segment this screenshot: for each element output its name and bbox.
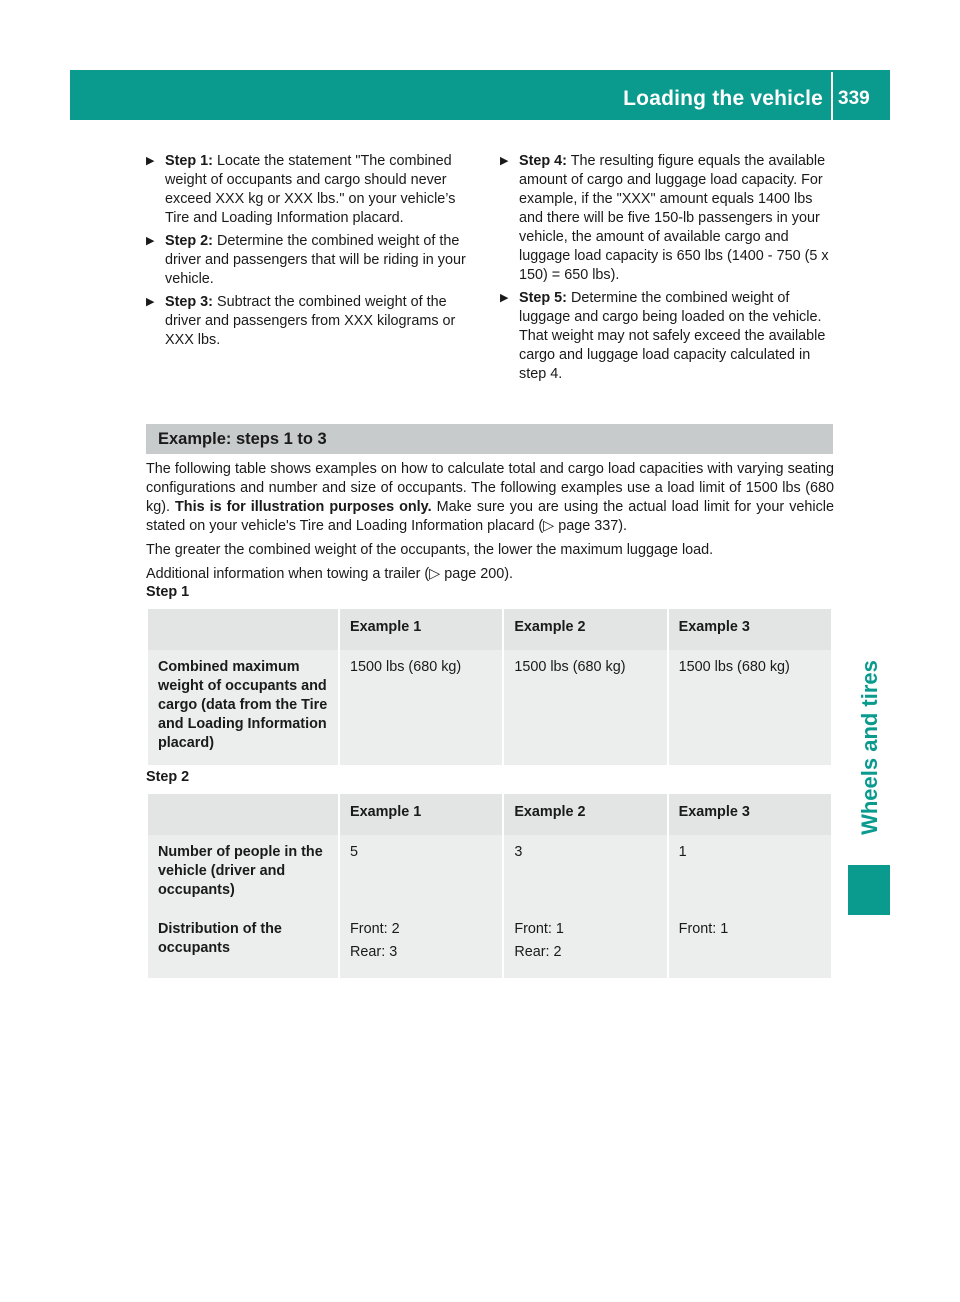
table-header-cell: Example 2 (504, 794, 666, 835)
page-title: Loading the vehicle (623, 87, 823, 110)
table-header-cell: Example 3 (669, 794, 831, 835)
page-reference-link[interactable]: page 200). (440, 566, 514, 582)
step1-table (146, 609, 833, 765)
step-item (500, 289, 835, 384)
step-arrow-icon: ▶ (500, 155, 509, 167)
chapter-side-tab-label: Wheels and tires (856, 660, 882, 835)
table-header-cell: Example 2 (504, 609, 666, 650)
table-header-cell (148, 794, 338, 835)
intro-text-run: Additional information when towing a trailer ( (146, 566, 430, 582)
table-cell: 1500 lbs (680 kg) (504, 650, 666, 765)
table-row-header: Distribution of the occupants (148, 912, 338, 978)
step-label: Step 3: (165, 294, 213, 310)
cell-line: Front: 1 (514, 921, 564, 937)
steps-left-column (146, 152, 481, 354)
steps-right-column (500, 152, 835, 388)
intro-text-run: Make sure you are using the actual load limit for your vehicle stated on your vehicle's Tire and Loading Information placard ( (146, 499, 834, 534)
header-divider (831, 72, 833, 120)
table-row (148, 650, 831, 765)
table-header-cell: Example 1 (340, 794, 502, 835)
step-label: Step 5: (519, 290, 567, 306)
intro-emphasis: This is for illustration purposes only. (175, 499, 432, 515)
section-heading: Example: steps 1 to 3 (158, 430, 327, 448)
page-ref-arrow-icon: ▷ (429, 566, 441, 582)
step-item (146, 232, 481, 289)
table-cell (340, 912, 502, 978)
page-reference-link[interactable]: page 337). (554, 518, 628, 534)
step-arrow-icon: ▶ (146, 155, 155, 167)
table-header-cell (148, 609, 338, 650)
intro-paragraph (146, 565, 834, 584)
chapter-side-marker (848, 865, 890, 915)
intro-paragraph: The greater the combined weight of the occupants, the lower the maximum luggage load. (146, 542, 714, 558)
cell-line: Front: 1 (678, 921, 729, 937)
table-cell: 1 (669, 835, 831, 912)
table-row-header: Number of people in the vehicle (driver and occupants) (148, 835, 338, 912)
table-cell (504, 912, 666, 978)
cell-line: Rear: 3 (350, 944, 398, 960)
intro-text-run: The following table shows examples on how to calculate total and cargo load capacities with varying seating configurations and number and size of occupants. The following examples use a load limit of 1500 lbs (680 kg). (146, 461, 834, 515)
cell-line: Rear: 2 (514, 944, 562, 960)
table-cell: 1500 lbs (680 kg) (669, 650, 831, 765)
table-header-cell: Example 3 (669, 609, 831, 650)
step-text: The resulting figure equals the available amount of cargo and luggage load capacity. For example, if the "XXX" amount equals 1400 lbs and there will be five 150-lb passengers in your vehicle, the amount of available cargo and luggage load capacity is 650 lbs (1400 - 750 (5 x 150) = 650 lbs). (519, 153, 829, 283)
step-arrow-icon: ▶ (146, 296, 155, 308)
step-item (146, 152, 481, 228)
step-text: Determine the combined weight of the driver and passengers that will be riding in your vehicle. (165, 233, 466, 287)
table-cell (669, 912, 831, 978)
page-ref-arrow-icon: ▷ (543, 518, 555, 534)
step-label: Step 2: (165, 233, 213, 249)
step-label: Step 1: (165, 153, 213, 169)
step-item (146, 293, 481, 350)
chapter-side-tab[interactable] (848, 630, 890, 865)
step-item (500, 152, 835, 285)
table-row (148, 912, 831, 978)
step2-table (146, 794, 833, 978)
table-header-cell: Example 1 (340, 609, 502, 650)
table-header-row (148, 609, 831, 650)
intro-text (146, 460, 834, 589)
table-cell: 3 (504, 835, 666, 912)
table-step-label: Step 2 (146, 769, 190, 785)
table-row (148, 835, 831, 912)
table-row-header: Combined maximum weight of occupants and cargo (data from the Tire and Loading Information placard) (148, 650, 338, 765)
table-cell: 5 (340, 835, 502, 912)
cell-line: Front: 2 (350, 921, 400, 937)
table-header-row (148, 794, 831, 835)
table-step-label: Step 1 (146, 584, 190, 600)
step-arrow-icon: ▶ (500, 292, 509, 304)
step-text: Determine the combined weight of luggage and cargo being loaded on the vehicle. That weight may not safely exceed the available cargo and luggage load capacity calculated in step 4. (519, 290, 826, 382)
step-label: Step 4: (519, 153, 567, 169)
table-cell: 1500 lbs (680 kg) (340, 650, 502, 765)
step-text: Locate the statement "The combined weight of occupants and cargo should never exceed XXX kg or XXX lbs." on your vehicle’s Tire and Loading Information placard. (165, 153, 456, 226)
step-arrow-icon: ▶ (146, 235, 155, 247)
step-text: Subtract the combined weight of the driver and passengers from XXX kilograms or XXX lbs. (165, 294, 456, 348)
page-number: 339 (838, 88, 870, 109)
intro-paragraph (146, 460, 834, 536)
